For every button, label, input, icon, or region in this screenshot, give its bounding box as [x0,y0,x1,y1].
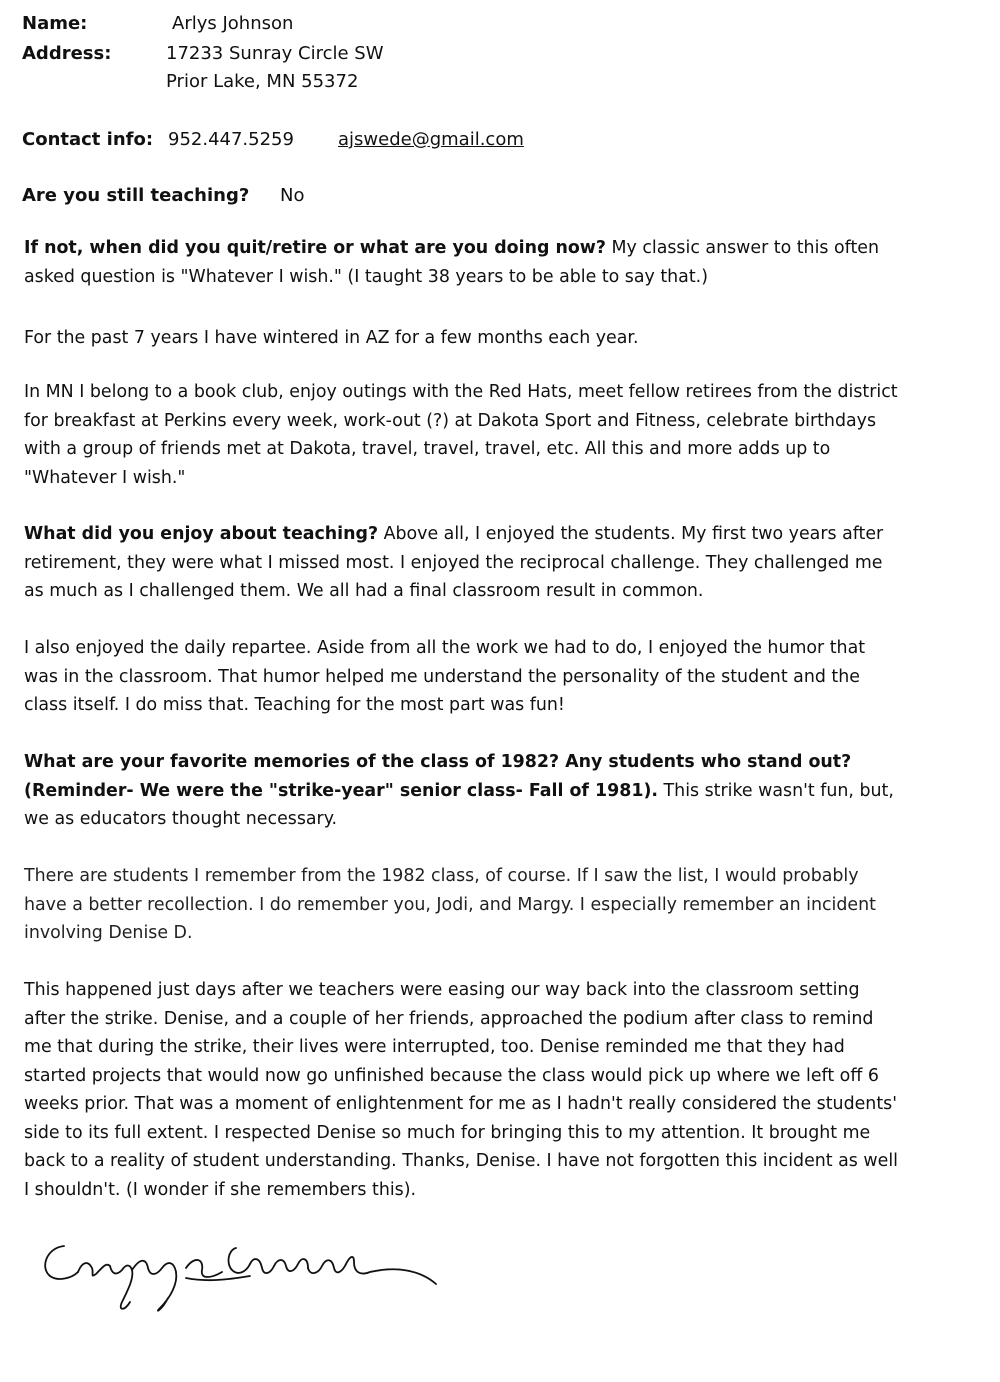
name-row [22,10,294,38]
address-line-2: Prior Lake, MN 55372 [166,71,359,92]
email-link[interactable]: ajswede@gmail.com [338,129,524,150]
students-paragraph: There are students I remember from the 1982 class, of course. If I saw the list, I would probably have a better recollection. I do remember you, Jodi, and Margy. I especially remember an incident involving Denise D. [24,866,876,943]
retirement-question: If not, when did you quit/retire or what are you doing now? [24,238,606,258]
enjoy-teaching-question: What did you enjoy about teaching? [24,524,379,544]
mn-activities-paragraph: In MN I belong to a book club, enjoy outings with the Red Hats, meet fellow retirees from the district for breakfast at Perkins every week, work-out (?) at Dakota Sport and Fitness, celebrate birthdays with a group of friends met at Dakota, travel, travel, travel, etc. All this and more adds up to "Whatever I wish." [24,382,898,488]
memories-answer: This strike wasn't fun, but, we as educators thought necessary. [24,780,894,829]
contact-row [22,126,524,154]
address-label: Address: [22,43,112,64]
still-teaching-row [22,182,305,210]
memories-paragraph [24,748,904,834]
contact-label: Contact info: [22,129,154,150]
address-line-1: 17233 Sunray Circle SW [166,43,384,64]
name-label: Name: [22,13,88,34]
phone-value: 952.447.5259 [168,129,294,150]
enjoy-teaching-paragraph [24,520,904,606]
story-paragraph: This happened just days after we teachers were easing our way back into the classroom setting after the strike. Denise, and a couple of her friends, approached the podium after class to remind me that during the strike, their lives were interrupted, too. Denise reminded me that they had started projects that would now go unfinished because the class would pick up where we left off 6 weeks prior. That was a moment of enlightenment for me as I hadn't really considered the students' side to its full extent. I respected Denise so much for bringing this to my attention. It brought me back to a reality of student understanding. Thanks, Denise. I have not forgotten this incident as well I shouldn't. (I wonder if she remembers this). [24,980,898,1200]
retirement-answer: My classic answer to this often asked question is "Whatever I wish." (I taught 38 years to be able to say that.) [24,238,879,287]
memories-question: What are your favorite memories of the class of 1982? Any students who stand out? (Reminder- We were the "strike-year" senior class- Fall of 1981). [24,752,852,801]
signature-image [36,1228,446,1318]
winter-paragraph: For the past 7 years I have wintered in AZ for a few months each year. [24,328,639,348]
address-row [22,40,384,68]
retirement-paragraph [24,234,904,291]
still-teaching-question: Are you still teaching? [22,185,250,206]
name-value: Arlys Johnson [172,13,294,34]
repartee-paragraph: I also enjoyed the daily repartee. Aside from all the work we had to do, I enjoyed the humor that was in the classroom. That humor helped me understand the personality of the student and the class itself. I do miss that. Teaching for the most part was fun! [24,638,866,715]
still-teaching-answer: No [280,185,305,206]
enjoy-teaching-answer: Above all, I enjoyed the students. My first two years after retirement, they were what I missed most. I enjoyed the reciprocal challenge. They challenged me as much as I challenged them. We all had a final classroom result in common. [24,524,884,601]
address-row-2 [22,68,359,96]
